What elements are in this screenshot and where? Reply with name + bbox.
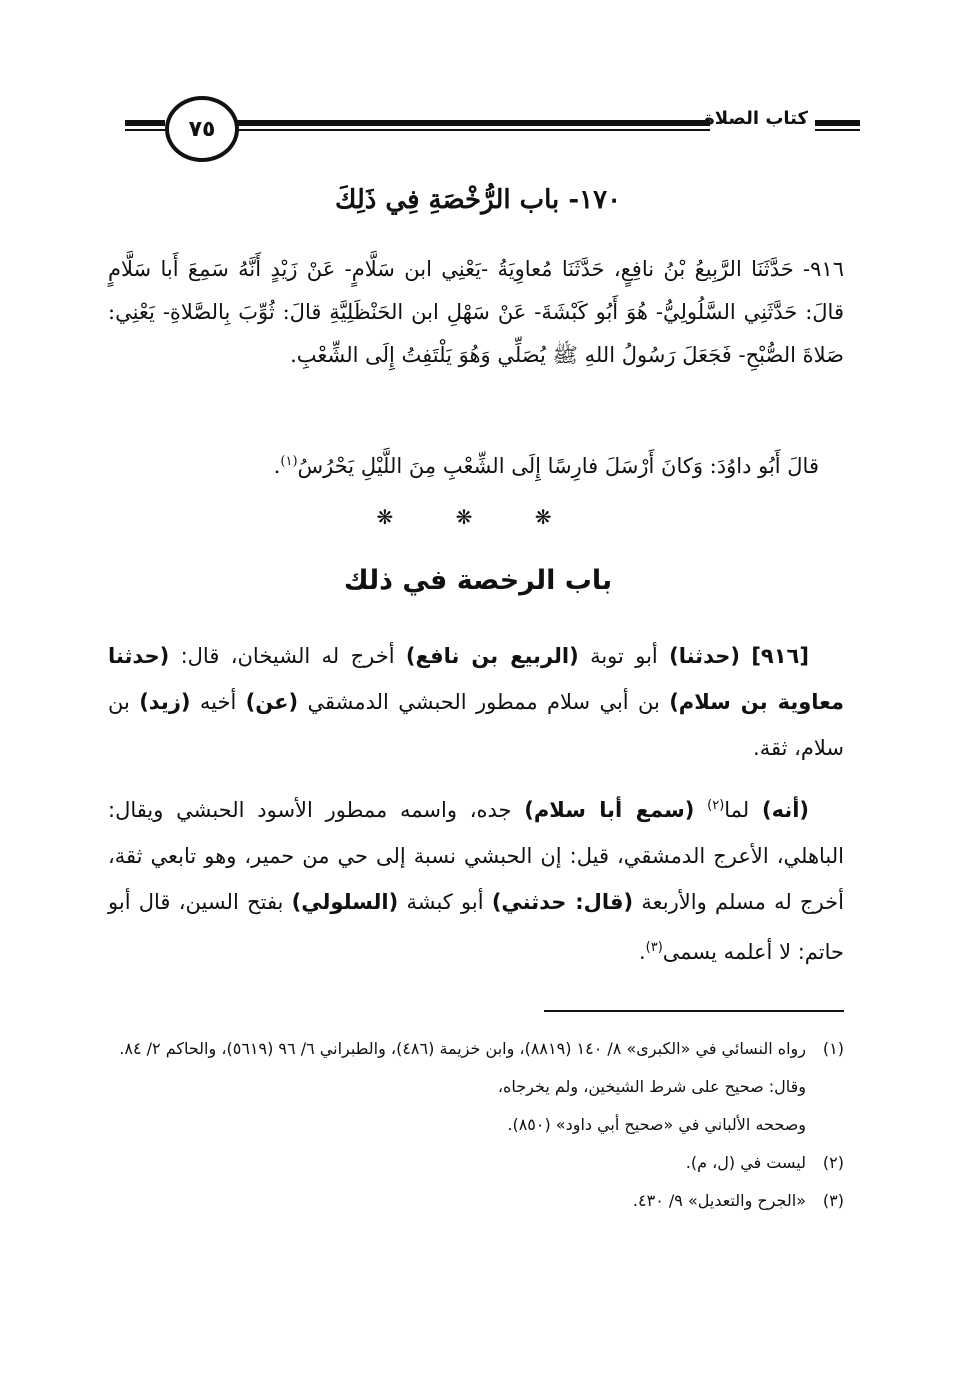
narrator-name: (حدثنا معاوية بن سلام) bbox=[108, 644, 844, 714]
commentary bbox=[108, 633, 844, 987]
narrator-name: (السلولي) bbox=[291, 890, 399, 914]
chapter-heading: ١٧٠- باب الرُّخْصَةِ فِي ذَلِكَ bbox=[334, 185, 622, 215]
header-rule bbox=[225, 129, 710, 131]
commentary-text: أخرج له الشيخان، قال: bbox=[169, 644, 406, 668]
header-rule bbox=[125, 129, 165, 131]
footnote-number: (١) bbox=[822, 1039, 844, 1058]
commentary-text: أبو كبشة bbox=[398, 890, 492, 914]
narration-term: (أنه) bbox=[761, 798, 809, 822]
header-rule bbox=[225, 120, 710, 126]
header-rule bbox=[815, 120, 860, 126]
abu-dawud-text: قالَ أَبُو داوُدَ: وَكانَ أَرْسَلَ فارِسًا إِلَى الشِّعْبِ مِنَ اللَّيْلِ يَحْرُسُ bbox=[297, 454, 819, 478]
footnote-text: ليست في (ل، م). bbox=[685, 1153, 806, 1172]
chapter-title: كتاب الصلاة bbox=[704, 108, 808, 129]
commentary-text: لما bbox=[724, 798, 762, 822]
header-rule bbox=[125, 120, 165, 126]
section-separator: ❋ ❋ ❋ bbox=[376, 505, 580, 529]
footnote-2 bbox=[108, 1144, 844, 1182]
footnote-1 bbox=[108, 1030, 844, 1106]
end-mark: . bbox=[273, 454, 281, 478]
commentary-paragraph bbox=[108, 633, 844, 771]
footnote-ref: (٢) bbox=[707, 798, 725, 813]
abu-dawud-note bbox=[108, 440, 844, 488]
footnote-number: (٢) bbox=[822, 1153, 844, 1172]
narrator-name: (سمع أبا سلام) bbox=[524, 798, 695, 822]
page-number: ٧٥ bbox=[165, 96, 239, 162]
narration-term: (قال: حدثني) bbox=[491, 890, 634, 914]
footnote-1-continuation: وصححه الألباني في «صحيح أبي داود» (٨٥٠). bbox=[507, 1115, 806, 1134]
footnotes bbox=[108, 1030, 844, 1220]
hadith-text: ٩١٦- حَدَّثَنَا الرَّبِيعُ بْنُ نافِعٍ، حَدَّثَنَا مُعاوِيَةُ -يَعْنِي ابن سَلَّامٍ- عَنْ زَيْدٍ أَنَّهُ سَمِعَ أَبا سَلَّامٍ قالَ: حَدَّثَنِي السَّلُولِيُّ- هُوَ أَبُو كَبْشَةَ- عَنْ سَهْلِ ابن الحَنْظَلِيَّةِ قالَ: ثُوِّبَ بِالصَّلاةِ- يَعْنِي: صَلاةَ الصُّبْحِ- فَجَعَلَ رَسُولُ اللهِ ﷺ يُصَلِّي وَهُوَ يَلْتَفِتُ إِلَى الشِّعْبِ. bbox=[108, 257, 844, 367]
commentary-text: أبو توبة bbox=[578, 644, 670, 668]
commentary-text: بفتح السين، قال أبو حاتم: لا أعلمه يسمى bbox=[108, 890, 844, 964]
commentary-text: . bbox=[638, 940, 646, 964]
footnote-divider bbox=[544, 1010, 844, 1012]
footnote-ref: (١) bbox=[280, 454, 298, 469]
commentary-paragraph bbox=[108, 783, 844, 975]
footnote-text: رواه النسائي في «الكبرى» ٨/ ١٤٠ (٨٨١٩)، وابن خزيمة (٤٨٦)، والطبراني ٦/ ٩٦ (٥٦١٩)، والحاكم ٢/ ٨٤. وقال: صحيح على شرط الشيخين، ولم يخرجاه، bbox=[119, 1039, 806, 1096]
footnote-3 bbox=[108, 1182, 844, 1220]
narration-term: (حدثنا) bbox=[669, 644, 740, 668]
commentary-text: أخيه bbox=[190, 690, 246, 714]
commentary-text: بن أبي سلام ممطور الحبشي الدمشقي bbox=[298, 690, 670, 714]
hadith-number: [٩١٦] bbox=[751, 644, 809, 668]
narrator-name: (زيد) bbox=[139, 690, 191, 714]
commentary-heading: باب الرخصة في ذلك bbox=[343, 565, 613, 596]
narration-term: (عن) bbox=[245, 690, 299, 714]
commentary-text: جده، واسمه ممطور الأسود الحبشي ويقال: الباهلي، الأعرج الدمشقي، قيل: إن الحبشي نسبة إلى حي من حمير، وهو تابعي ثقة، أخرج له مسلم والأربعة bbox=[108, 798, 845, 914]
commentary-text bbox=[694, 798, 707, 822]
header-rule bbox=[815, 129, 860, 131]
footnote-text: «الجرح والتعديل» ٩/ ٤٣٠. bbox=[632, 1191, 806, 1210]
footnote-ref: (٣) bbox=[645, 940, 663, 955]
narrator-name: (الربيع بن نافع) bbox=[405, 644, 579, 668]
footnote-number: (٣) bbox=[822, 1191, 844, 1210]
page-header bbox=[125, 96, 860, 156]
commentary-text: بن سلام، ثقة. bbox=[108, 690, 844, 760]
